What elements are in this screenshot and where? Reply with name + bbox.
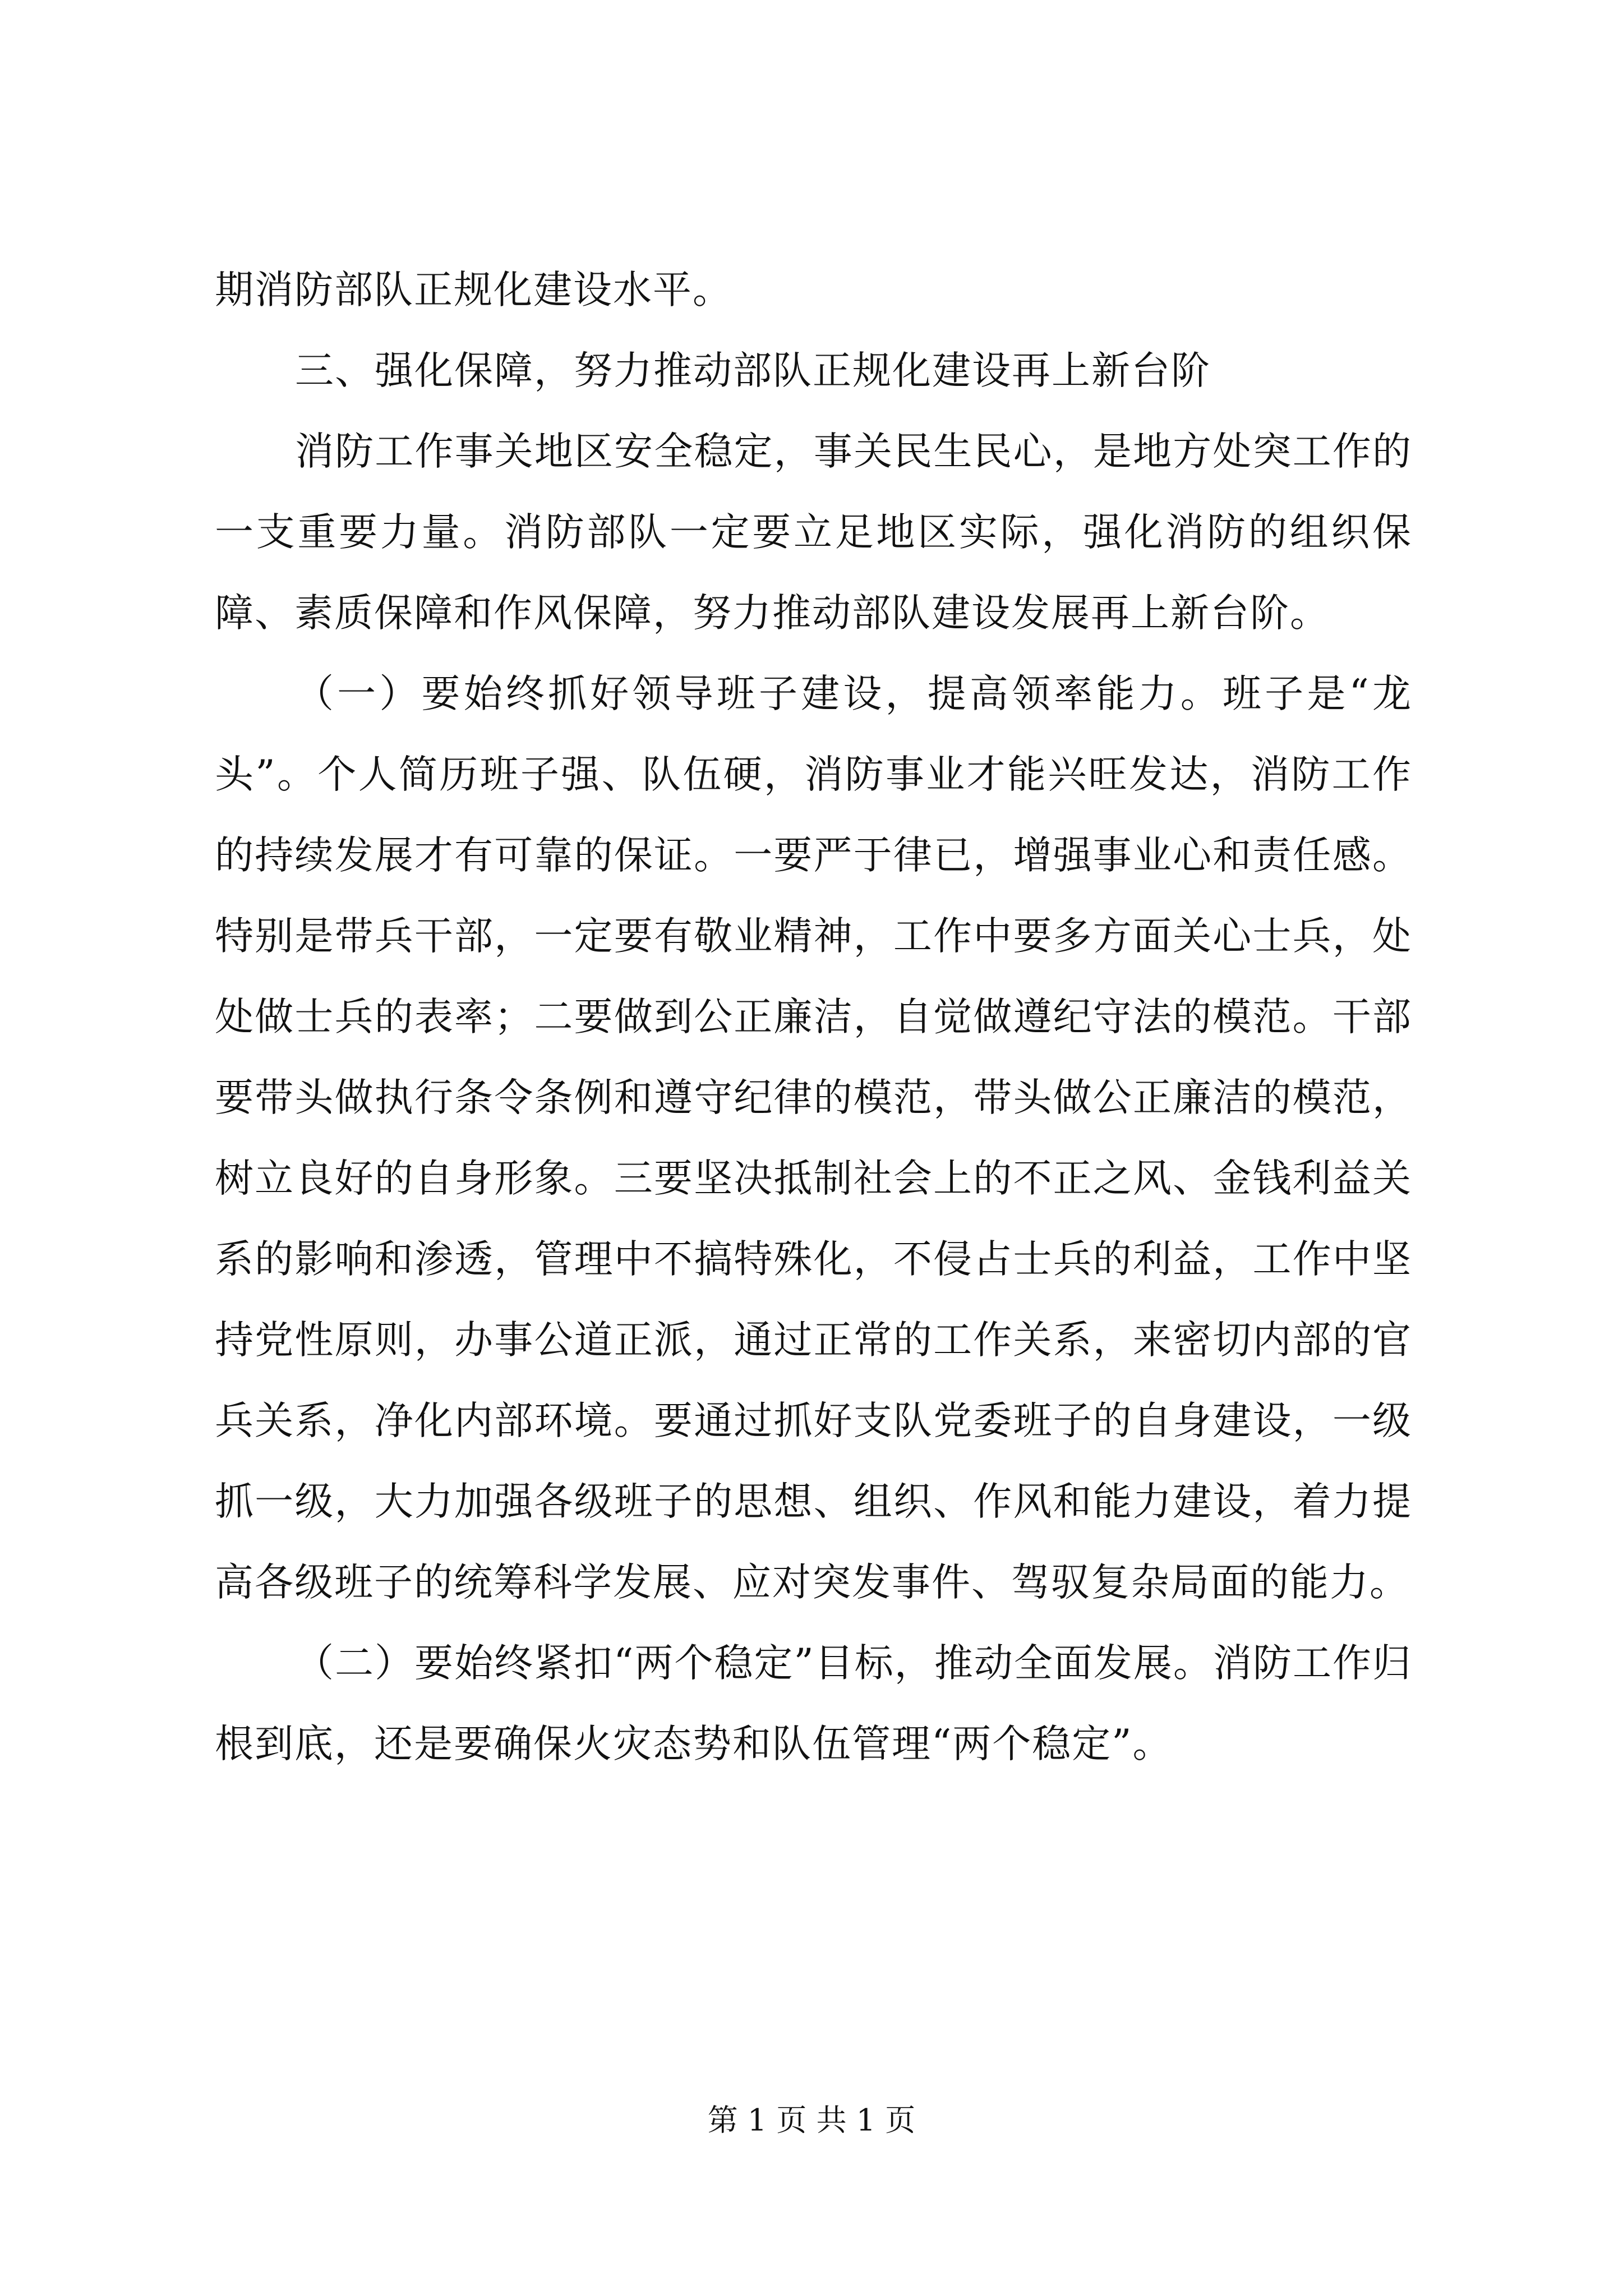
paragraph: （二）要始终紧扣“两个稳定”目标，推动全面发展。消防工作归根到底，还是要确保火灾态势和队伍管理“两个稳定”。	[215, 1641, 1412, 1766]
document-body	[215, 250, 1412, 1784]
paragraph-continuation: 期消防部队正规化建设水平。	[215, 268, 732, 312]
paragraph: （一）要始终抓好领导班子建设，提高领率能力。班子是“龙头”。个人简历班子强、队伍硬，消防事业才能兴旺发达，消防工作的持续发展才有可靠的保证。一要严于律已，增强事业心和责任感。特别是带兵干部，一定要有敬业精神，工作中要多方面关心士兵，处处做士兵的表率；二要做到公正廉洁，自觉做遵纪守法的模范。干部要带头做执行条令条例和遵守纪律的模范，带头做公正廉洁的模范，树立良好的自身形象。三要坚决抵制社会上的不正之风、金钱利益关系的影响和渗透，管理中不搞特殊化，不侵占士兵的利益，工作中坚持党性原则，办事公道正派，通过正常的工作关系，来密切内部的官兵关系，净化内部环境。要通过抓好支队党委班子的自身建设，一级抓一级，大力加强各级班子的思想、组织、作风和能力建设，着力提高各级班子的统筹科学发展、应对突发事件、驾驭复杂局面的能力。	[215, 671, 1412, 1605]
paragraph: 消防工作事关地区安全稳定，事关民生民心，是地方处突工作的一支重要力量。消防部队一定要立足地区实际，强化消防的组织保障、素质保障和作风保障，努力推动部队建设发展再上新台阶。	[215, 429, 1412, 636]
section-heading: 三、强化保障，努力推动部队正规化建设再上新台阶	[295, 348, 1211, 393]
page-footer	[0, 2101, 1623, 2140]
page-number: 第 1 页 共 1 页	[707, 2102, 916, 2138]
